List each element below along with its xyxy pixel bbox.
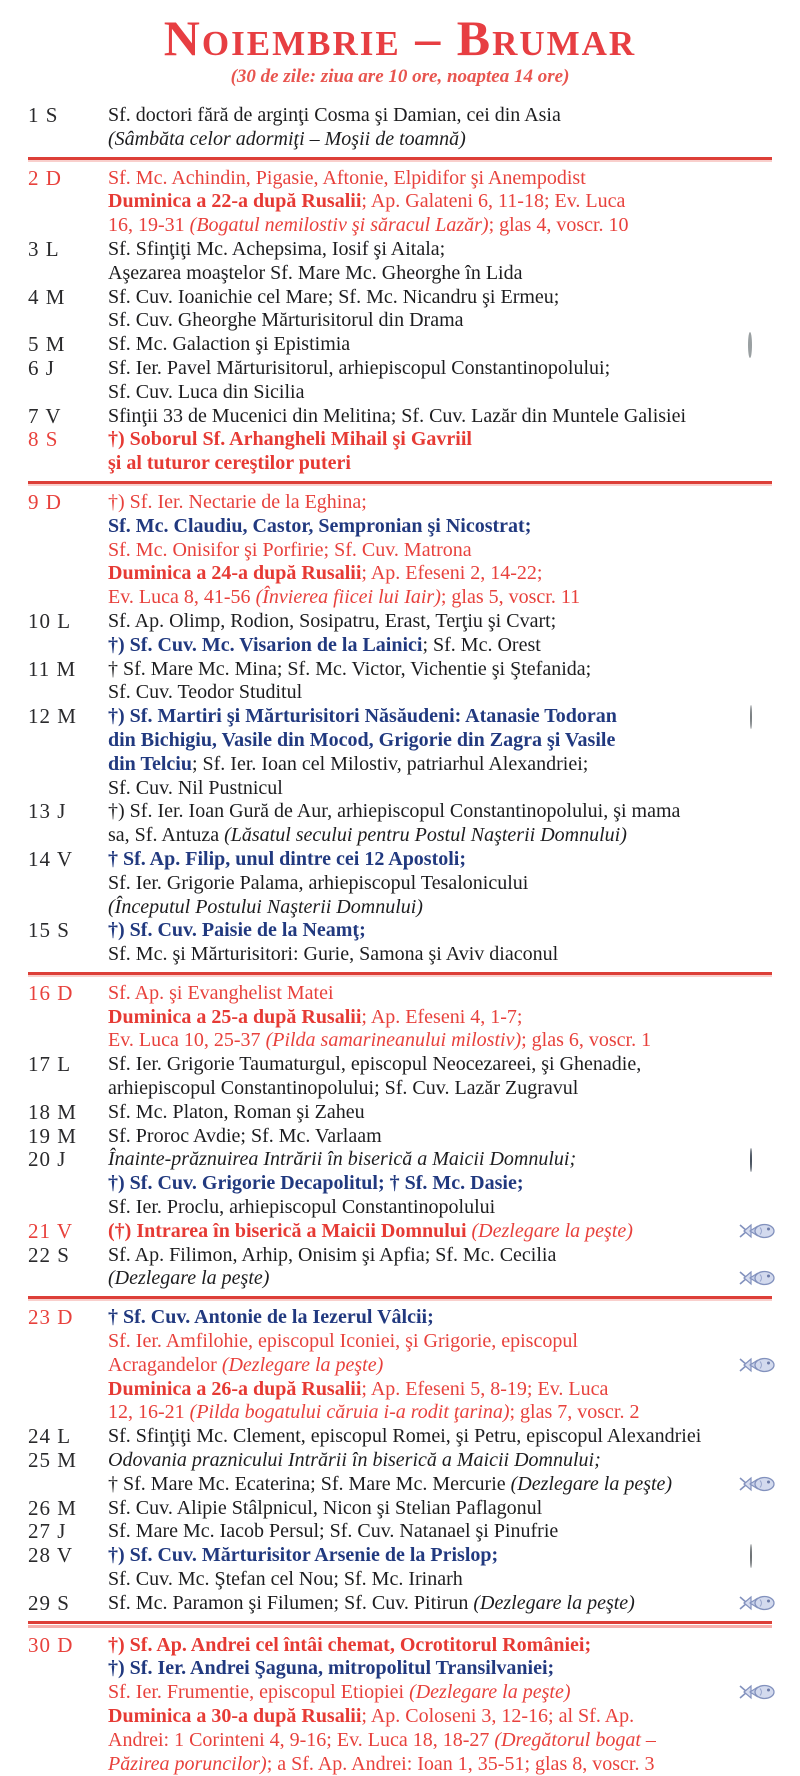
calendar-row-14	[28, 848, 772, 919]
page-header	[0, 0, 800, 88]
entry-line	[108, 1006, 772, 1030]
entry-line	[108, 1378, 772, 1402]
entry-line	[108, 286, 772, 310]
day-entries	[108, 1148, 772, 1219]
day-entries	[108, 1520, 772, 1544]
day-label-27: 27 J	[28, 1519, 67, 1544]
entry-line	[108, 357, 772, 381]
day-label-7: 7 V	[28, 403, 62, 428]
calendar-row-6	[28, 357, 772, 405]
entry-line	[108, 1053, 772, 1077]
day-label-21: 21 V	[28, 1218, 74, 1243]
last-quarter-moon-icon	[750, 1544, 752, 1568]
entry-text: Sf. Cuv. Gheorghe Mărturisitorul din Drama	[108, 309, 464, 332]
day-entries	[108, 982, 772, 1053]
entry-line	[108, 381, 772, 405]
entry-text: ; glas 6, voscr. 1	[521, 1029, 652, 1052]
day-label-26: 26 M	[28, 1495, 77, 1520]
day-entries	[108, 800, 772, 848]
entry-text: Ev. Luca 8, 41-56	[108, 586, 256, 609]
entry-text: ; a Sf. Ap. Andrei: Ioan 1, 35-51; glas 8, voscr. 3	[266, 1752, 655, 1775]
entry-text: din Telciu	[108, 752, 192, 775]
entry-line	[108, 634, 772, 658]
entry-text: (Învierea fiicei lui Iair)	[255, 586, 441, 609]
entry-line	[108, 982, 772, 1006]
entry-text: ; Ap. Galateni 6, 11-18; Ev. Luca	[361, 190, 626, 213]
calendar-row-10	[28, 610, 772, 658]
day-entries	[108, 1101, 772, 1125]
calendar-row-27	[28, 1520, 772, 1544]
day-label-25: 25 M	[28, 1448, 77, 1473]
day-label-8: 8 S	[28, 427, 59, 452]
calendar-row-12	[28, 705, 772, 800]
entry-text: din Bichigiu, Vasile din Mocod, Grigorie din Zagra şi Vasile	[108, 728, 616, 751]
day-entries	[108, 104, 772, 152]
day-label-28: 28 V	[28, 1543, 74, 1568]
first-quarter-moon-icon-slot	[750, 706, 752, 730]
new-moon-icon-slot	[750, 1149, 752, 1173]
calendar-row-19	[28, 1125, 772, 1149]
entry-text: †) Sf. Ier. Andrei Şaguna, mitropolitul Transilvaniei;	[108, 1657, 555, 1680]
entry-text: (Dregătorul bogat –	[494, 1728, 656, 1751]
entry-text: (Dezlegare la peşte)	[471, 1219, 633, 1242]
entry-line	[108, 1634, 772, 1658]
entry-text: (Dezlegare la peşte)	[409, 1681, 571, 1704]
entry-text: Înainte-prăznuirea Intrării în biserică a Maicii Domnului;	[108, 1148, 577, 1171]
entry-line	[108, 562, 772, 586]
calendar-row-9	[28, 491, 772, 610]
entry-text: Ev. Luca 10, 25-37	[108, 1029, 266, 1052]
day-entries	[108, 1449, 772, 1497]
calendar-row-18	[28, 1101, 772, 1125]
entry-text: †) Sf. Ier. Nectarie de la Eghina;	[108, 490, 367, 513]
day-label-11: 11 M	[28, 656, 77, 681]
entry-line	[108, 1267, 772, 1291]
entry-text: Sf. Mc. Platon, Roman şi Zaheu	[108, 1100, 365, 1123]
entry-line	[108, 190, 772, 214]
entry-line	[108, 1354, 772, 1378]
entry-text: †) Sf. Cuv. Paisie de la Neamţ;	[108, 919, 366, 942]
last-quarter-moon-icon-slot	[750, 1545, 752, 1569]
entry-line	[108, 872, 772, 896]
entry-line	[108, 1473, 772, 1497]
entry-text: Sfinţii 33 de Mucenici din Melitina; Sf. Cuv. Lazăr din Muntele Galisiei	[108, 404, 687, 427]
entry-line	[108, 1401, 772, 1425]
fish-icon	[738, 1355, 776, 1375]
day-entries	[108, 848, 772, 919]
day-label-24: 24 L	[28, 1424, 72, 1449]
sunday-separator	[28, 1296, 772, 1299]
entry-text: Aşezarea moaştelor Sf. Mare Mc. Gheorghe în Lida	[108, 261, 523, 284]
entry-text: Sf. Ier. Pavel Mărturisitorul, arhiepiscopul Constantinopolului;	[108, 356, 611, 379]
day-entries	[108, 1425, 772, 1449]
entry-text: Sf. Cuv. Ioanichie cel Mare; Sf. Mc. Nicandru şi Ermeu;	[108, 285, 560, 308]
entry-line	[108, 1657, 772, 1681]
day-label-2: 2 D	[28, 165, 62, 190]
entry-text: †) Sf. Cuv. Mc. Visarion de la Lainici	[108, 633, 423, 656]
day-entries	[108, 658, 772, 706]
sunday-separator	[28, 972, 772, 975]
entry-text: ; Ap. Efeseni 2, 14-22;	[361, 562, 543, 585]
entry-line	[108, 1244, 772, 1268]
day-label-17: 17 L	[28, 1052, 72, 1077]
calendar-row-24	[28, 1425, 772, 1449]
calendar-row-1	[28, 104, 772, 152]
entry-line	[108, 1148, 772, 1172]
day-entries	[108, 405, 772, 429]
entry-line	[108, 753, 772, 777]
entry-text: Sf. Ier. Amfilohie, episcopul Iconiei, şi Grigorie, episcopul	[108, 1330, 578, 1353]
entry-line	[108, 1705, 772, 1729]
sunday-separator	[28, 1621, 772, 1624]
entry-line	[108, 1077, 772, 1101]
day-label-5: 5 M	[28, 332, 66, 357]
entry-line	[108, 1449, 772, 1473]
entry-text: Sf. Ap. Filimon, Arhip, Onisim şi Apfia; Sf. Mc. Cecilia	[108, 1243, 557, 1266]
day-label-4: 4 M	[28, 284, 66, 309]
entry-line	[108, 800, 772, 824]
entry-text: ; Ap. Efeseni 5, 8-19; Ev. Luca	[361, 1377, 609, 1400]
entry-text: Sf. doctori fără de arginţi Cosma şi Damian, cei din Asia	[108, 104, 561, 126]
entry-line	[108, 539, 772, 563]
entry-text: Duminica a 25-a după Rusalii	[108, 1005, 362, 1028]
entry-line	[108, 333, 772, 357]
entry-text: (Dezlegare la peşte)	[473, 1591, 635, 1614]
entry-text: (Dezlegare la peşte)	[510, 1472, 673, 1495]
entry-text: Sf. Cuv. Luca din Sicilia	[108, 380, 305, 403]
entry-text: (Lăsatul secului pentru Postul Naşterii Domnului)	[224, 824, 627, 847]
entry-text: (Sâmbăta celor adormiţi – Moşii de toamnă)	[108, 127, 466, 150]
entry-text: arhiepiscopul Constantinopolului; Sf. Cuv. Lazăr Zugravul	[108, 1077, 579, 1100]
entry-text: Sf. Mc. Claudiu, Castor, Sempronian şi Nicostrat;	[108, 514, 532, 537]
entry-text: (Dezlegare la peşte)	[108, 1267, 270, 1290]
day-label-14: 14 V	[28, 846, 74, 871]
entry-line	[108, 1568, 772, 1592]
fish-icon	[738, 1593, 776, 1613]
entry-line	[108, 1425, 772, 1449]
calendar-row-25	[28, 1449, 772, 1497]
entry-line	[108, 405, 772, 429]
sunday-separator	[28, 481, 772, 484]
day-label-15: 15 S	[28, 918, 70, 943]
entry-text: Sf. Mc. Paramon şi Filumen; Sf. Cuv. Pitirun	[108, 1591, 474, 1614]
day-entries	[108, 1592, 772, 1616]
entry-text: Duminica a 30-a după Rusalii	[108, 1705, 362, 1727]
entry-line	[108, 1592, 772, 1616]
entry-text: ; glas 4, voscr. 10	[488, 214, 629, 237]
entry-line	[108, 491, 772, 515]
day-label-16: 16 D	[28, 980, 74, 1005]
day-entries	[108, 286, 772, 334]
entry-line	[108, 1729, 772, 1753]
fish-icon	[738, 1221, 776, 1241]
calendar-row-15	[28, 919, 772, 967]
calendar-row-28	[28, 1544, 772, 1592]
entry-text: †) Sf. Ap. Andrei cel întâi chemat, Ocrotitorul României;	[108, 1633, 592, 1656]
day-entries	[108, 1306, 772, 1425]
day-entries	[108, 1125, 772, 1149]
entry-text: † Sf. Cuv. Antonie de la Iezerul Vâlcii;	[108, 1306, 434, 1329]
entry-text: sa, Sf. Antuza	[108, 824, 225, 847]
day-entries	[108, 491, 772, 610]
sunday-separator	[28, 157, 772, 160]
entry-text: †) Soborul Sf. Arhangheli Mihail şi Gavriil	[108, 428, 472, 451]
first-quarter-moon-icon	[750, 705, 752, 729]
entry-line	[108, 262, 772, 286]
calendar-row-26	[28, 1497, 772, 1521]
day-entries	[108, 919, 772, 967]
entry-line	[108, 729, 772, 753]
entry-line	[108, 1125, 772, 1149]
entry-line	[108, 104, 772, 128]
calendar-row-8	[28, 428, 772, 476]
entry-line	[108, 1497, 772, 1521]
entry-text: Acragandelor	[108, 1353, 222, 1376]
entry-text: (Pilda samarineanului milostiv)	[265, 1029, 522, 1052]
entry-text: †) Sf. Martiri şi Mărturisitori Năsăudeni: Atanasie Todoran	[108, 705, 617, 728]
entry-text: ; Sf. Ier. Ioan cel Milostiv, patriarhul Alexandriei;	[191, 752, 589, 775]
day-label-9: 9 D	[28, 489, 62, 514]
entry-line	[108, 1306, 772, 1330]
entry-text: Sf. Cuv. Alipie Stâlpnicul, Nicon şi Stelian Paflagonul	[108, 1496, 543, 1519]
entry-text: ; glas 7, voscr. 2	[509, 1401, 640, 1424]
day-label-19: 19 M	[28, 1123, 77, 1148]
entry-line	[108, 167, 772, 191]
entry-text: Sf. Sfinţiţi Mc. Achepsima, Iosif şi Aitala;	[108, 237, 446, 260]
calendar-row-23	[28, 1306, 772, 1425]
entry-text: (†) Intrarea în biserică a Maicii Domnului	[108, 1219, 472, 1242]
day-entries	[108, 1634, 772, 1776]
entry-line	[108, 515, 772, 539]
calendar-row-22	[28, 1244, 772, 1292]
entry-line	[108, 452, 772, 476]
day-entries	[108, 167, 772, 238]
day-label-12: 12 M	[28, 704, 77, 729]
entry-text: (Bogatul nemilostiv şi săracul Lazăr)	[189, 214, 489, 237]
entry-text: Sf. Mc. Achindin, Pigasie, Aftonie, Elpidifor şi Anempodist	[108, 166, 586, 189]
day-label-18: 18 M	[28, 1099, 77, 1124]
entry-text: şi al tuturor cereştilor puteri	[108, 452, 351, 475]
day-entries	[108, 333, 772, 357]
entry-text: ; Sf. Mc. Orest	[422, 633, 541, 656]
entry-line	[108, 919, 772, 943]
day-entries	[108, 1544, 772, 1592]
entry-text: Sf. Mc. şi Mărturisitori: Gurie, Samona şi Aviv diaconul	[108, 943, 559, 966]
entry-text: Duminica a 22-a după Rusalii	[108, 190, 362, 213]
calendar-row-4	[28, 286, 772, 334]
entry-text: †) Sf. Cuv. Grigorie Decapolitul; † Sf. Mc. Dasie;	[108, 1172, 524, 1195]
day-entries	[108, 238, 772, 286]
day-entries	[108, 610, 772, 658]
entry-line	[108, 309, 772, 333]
day-label-3: 3 L	[28, 236, 60, 261]
day-label-20: 20 J	[28, 1147, 67, 1172]
day-label-13: 13 J	[28, 799, 67, 824]
entry-line	[108, 238, 772, 262]
entry-text: ; Ap. Efeseni 4, 1-7;	[361, 1005, 523, 1028]
month-title: Noiembrie – Brumar	[163, 10, 637, 66]
entry-line	[108, 1544, 772, 1568]
month-subtitle: (30 de zile: ziua are 10 ore, noaptea 14 ore)	[230, 66, 570, 87]
entry-line	[108, 586, 772, 610]
entry-line	[108, 705, 772, 729]
entry-text: Sf. Mc. Onisifor şi Porfirie; Sf. Cuv. Matrona	[108, 538, 472, 561]
entry-line	[108, 681, 772, 705]
entry-text: Sf. Cuv. Nil Pustnicul	[108, 776, 283, 799]
day-label-10: 10 L	[28, 608, 72, 633]
day-entries	[108, 1220, 772, 1244]
entry-text: Sf. Mc. Galaction şi Epistimia	[108, 333, 351, 356]
calendar	[0, 104, 800, 1776]
entry-text: Duminica a 26-a după Rusalii	[108, 1377, 362, 1400]
entry-line	[108, 1172, 772, 1196]
entry-text: Sf. Ier. Grigorie Palama, arhiepiscopul Tesalonicului	[108, 871, 529, 894]
day-entries	[108, 1053, 772, 1101]
entry-text: Sf. Ier. Grigorie Taumaturgul, episcopul Neocezareei, şi Ghenadie,	[108, 1053, 642, 1076]
calendar-row-29	[28, 1592, 772, 1616]
day-label-23: 23 D	[28, 1305, 74, 1330]
entry-line	[108, 1330, 772, 1354]
day-entries	[108, 1497, 772, 1521]
entry-line	[108, 824, 772, 848]
calendar-row-17	[28, 1053, 772, 1101]
entry-line	[108, 658, 772, 682]
entry-text: 12, 16-21	[108, 1401, 190, 1424]
entry-text: †) Sf. Cuv. Mărturisitor Arsenie de la Prislop;	[108, 1544, 499, 1567]
entry-text: Sf. Ap. şi Evanghelist Matei	[108, 981, 334, 1004]
entry-text: Sf. Proroc Avdie; Sf. Mc. Varlaam	[108, 1124, 382, 1147]
entry-text: (Dezlegare la peşte)	[221, 1353, 384, 1376]
calendar-row-5	[28, 333, 772, 357]
entry-line	[108, 1196, 772, 1220]
entry-line	[108, 1681, 772, 1705]
entry-text: Andrei: 1 Corinteni 4, 9-16; Ev. Luca 18, 18-27	[108, 1728, 495, 1751]
entry-text: (Începutul Postului Naşterii Domnului)	[108, 895, 423, 918]
entry-text: (Pilda bogatului căruia i-a rodit ţarina)	[189, 1401, 510, 1424]
calendar-row-13	[28, 800, 772, 848]
entry-text: Sf. Cuv. Teodor Studitul	[108, 681, 303, 704]
entry-line	[108, 1220, 772, 1244]
day-label-29: 29 S	[28, 1590, 70, 1615]
day-entries	[108, 705, 772, 800]
day-label-30: 30 D	[28, 1632, 74, 1657]
entry-text: ; glas 5, voscr. 11	[440, 586, 581, 609]
entry-line	[108, 896, 772, 920]
day-entries	[108, 357, 772, 405]
full-moon-icon-slot	[748, 334, 752, 358]
full-moon-icon	[748, 332, 752, 358]
calendar-row-16	[28, 982, 772, 1053]
entry-line	[108, 610, 772, 634]
fish-icon	[738, 1474, 776, 1494]
day-entries	[108, 428, 772, 476]
calendar-row-30	[28, 1634, 772, 1776]
calendar-row-20	[28, 1148, 772, 1219]
entry-text: Sf. Mare Mc. Iacob Persul; Sf. Cuv. Natanael şi Pinufrie	[108, 1520, 559, 1543]
fish-icon	[738, 1682, 776, 1702]
calendar-row-21	[28, 1220, 772, 1244]
day-entries	[108, 1244, 772, 1292]
entry-line	[108, 428, 772, 452]
day-label-22: 22 S	[28, 1242, 70, 1267]
entry-line	[108, 777, 772, 801]
entry-text: Sf. Sfinţiţi Mc. Clement, episcopul Romei, şi Petru, episcopul Alexandriei	[108, 1425, 702, 1448]
entry-text: ; Ap. Coloseni 3, 12-16; al Sf. Ap.	[361, 1705, 635, 1727]
entry-line	[108, 1029, 772, 1053]
fish-icon	[738, 1268, 776, 1288]
calendar-row-11	[28, 658, 772, 706]
entry-text: Odovania praznicului Intrării în biserică a Maicii Domnului;	[108, 1449, 601, 1472]
entry-line	[108, 1753, 772, 1776]
entry-text: † Sf. Mare Mc. Ecaterina; Sf. Mare Mc. Mercurie	[108, 1472, 511, 1495]
calendar-row-7	[28, 405, 772, 429]
entry-text: †) Sf. Ier. Ioan Gură de Aur, arhiepiscopul Constantinopolului, şi mama	[108, 800, 681, 823]
entry-text: Păzirea poruncilor)	[108, 1752, 267, 1775]
calendar-row-2	[28, 167, 772, 238]
entry-text: † Sf. Mare Mc. Mina; Sf. Mc. Victor, Vichentie şi Ştefanida;	[108, 657, 592, 680]
entry-text: † Sf. Ap. Filip, unul dintre cei 12 Apostoli;	[108, 847, 467, 870]
entry-line	[108, 1101, 772, 1125]
entry-text: Sf. Ier. Frumentie, episcopul Etiopiei	[108, 1681, 410, 1704]
entry-line	[108, 1520, 772, 1544]
entry-text: 16, 19-31	[108, 214, 190, 237]
entry-text: Sf. Ap. Olimp, Rodion, Sosipatru, Erast, Terţiu şi Cvart;	[108, 609, 557, 632]
entry-text: Sf. Cuv. Mc. Ştefan cel Nou; Sf. Mc. Irinarh	[108, 1568, 463, 1591]
calendar-row-3	[28, 238, 772, 286]
day-label-6: 6 J	[28, 355, 55, 380]
entry-line	[108, 128, 772, 152]
entry-line	[108, 848, 772, 872]
entry-line	[108, 214, 772, 238]
entry-text: Duminica a 24-a după Rusalii	[108, 562, 362, 585]
new-moon-icon	[750, 1148, 752, 1172]
day-label-1: 1 S	[28, 103, 59, 127]
entry-text: Sf. Ier. Proclu, arhiepiscopul Constantinopolului	[108, 1196, 496, 1219]
entry-line	[108, 943, 772, 967]
